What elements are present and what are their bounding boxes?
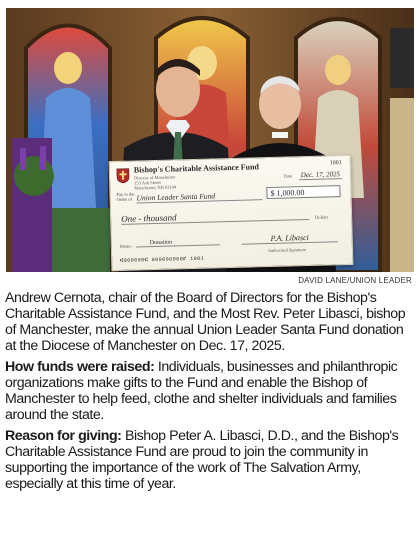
check-address-line: 153 Ash Street — [134, 179, 161, 186]
check-amount: $ 1,000.00 — [266, 185, 340, 199]
check-pay-to-label: Pay to the Order of — [116, 191, 135, 202]
caption-paragraph — [5, 428, 417, 492]
check-amount-words: One - thousand — [121, 209, 309, 225]
check-signature-label: Authorized Signature — [267, 247, 307, 254]
check-address — [134, 174, 176, 190]
caption-paragraph: Andrew Cernota, chair of the Board of Directors for the Bishop's Charitable Assistance Fund, and the Most Rev. Peter Libasci, bishop of Manchester, make the annual Union Leader Santa Fund donation at the Diocese of Manchester on Dec. 17, 2025. — [5, 290, 406, 354]
check-number: 1001 — [329, 160, 342, 167]
check-date-label: Date — [283, 173, 293, 179]
diocese-seal-icon — [116, 168, 130, 184]
photo-caption — [5, 290, 417, 497]
caption-body: Individuals, businesses and philanthropic organizations make gifts to the Fund and enable the Bishop of Manchester to help feed, clothe and shelter individuals and families around the state. — [5, 359, 398, 423]
check-memo-label: Memo — [119, 243, 132, 249]
check-fund-name: Bishop's Charitable Assistance Fund — [133, 162, 260, 175]
caption-lead: Reason for giving: — [5, 428, 122, 444]
check-micr-line: ⑆000000⑆ 000000000⑈ 1001 — [120, 255, 205, 264]
check-address-line: Manchester, NH 03104 — [134, 184, 177, 191]
photo-credit: DAVID LANE/UNION LEADER — [298, 276, 412, 285]
check-date: Dec. 17, 2025 — [299, 170, 343, 180]
caption-body: Bishop Peter A. Libasci, D.D., and the Bishop's Charitable Assistance Fund are proud to join the community in supporting the importance of the work of The Salvation Army, especially at this time of year. — [5, 428, 399, 492]
check-signature: P.A. Libasci — [242, 232, 338, 245]
caption-paragraph — [5, 359, 417, 423]
check-address-line: Diocese of Manchester — [133, 174, 176, 181]
caption-lead: How funds were raised: — [5, 359, 155, 375]
news-photo — [6, 8, 414, 272]
donation-check — [109, 155, 354, 271]
check-dollars-label: Dollars — [315, 214, 329, 220]
check-memo: Donation — [136, 238, 220, 247]
check-payee: Union Leader Santa Fund — [136, 190, 262, 203]
